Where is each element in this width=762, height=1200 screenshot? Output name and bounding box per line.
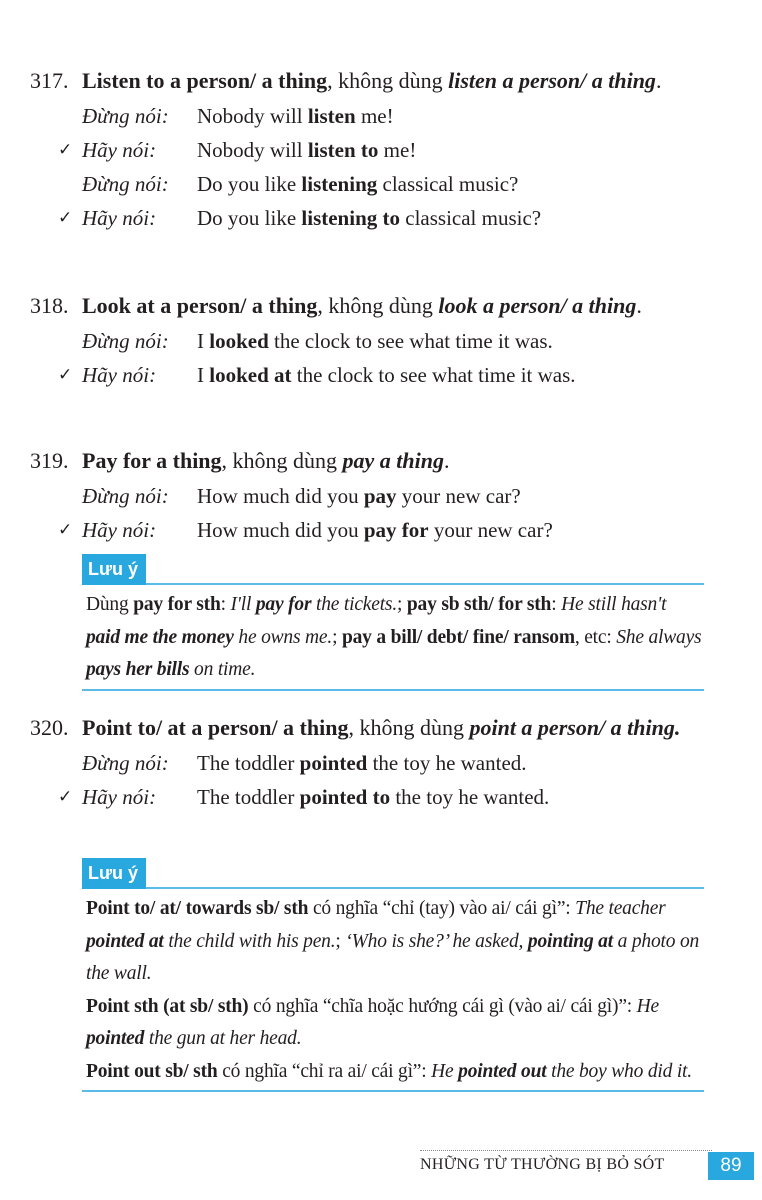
entry-heading xyxy=(0,287,762,324)
text-run: the clock to see what time it was. xyxy=(291,363,576,387)
note-divider xyxy=(146,583,704,585)
text-run: the toy he wanted. xyxy=(367,751,527,775)
text-run: me! xyxy=(378,138,417,162)
text-run: How much did you xyxy=(197,484,364,508)
example-label: Hãy nói: xyxy=(82,518,157,542)
text-run: Do you like xyxy=(197,172,302,196)
example-label: Đừng nói: xyxy=(82,484,169,508)
note-paragraph xyxy=(86,893,702,991)
checkmark-icon: ✓ xyxy=(58,520,73,540)
text-run: The teacher xyxy=(575,898,666,919)
text-run: . xyxy=(655,68,662,93)
example-sentence xyxy=(197,513,553,547)
example-sentence xyxy=(197,324,553,358)
text-run: classical music? xyxy=(377,172,519,196)
checkmark-icon: ✓ xyxy=(58,140,73,160)
entry-319 xyxy=(0,442,762,547)
example-label: Hãy nói: xyxy=(82,206,157,230)
text-run: pay a thing xyxy=(342,448,445,473)
text-run: I'll xyxy=(230,594,256,615)
example-label: Hãy nói: xyxy=(82,363,157,387)
text-run: me! xyxy=(355,104,394,128)
example-label: Đừng nói: xyxy=(82,751,169,775)
text-run: point a person/ a thing. xyxy=(469,715,681,740)
text-run: listen to xyxy=(307,138,379,162)
text-run: paid me the money xyxy=(86,626,234,648)
text-run: She always xyxy=(616,626,702,648)
example-label: Hãy nói: xyxy=(82,138,157,162)
text-run: Point to/ at a person/ a thing xyxy=(82,715,349,740)
incorrect-example xyxy=(0,167,762,201)
text-run: How much did you xyxy=(197,518,364,542)
page-footer xyxy=(418,1148,762,1182)
text-run: , không dùng xyxy=(348,715,470,740)
text-run: : xyxy=(551,594,562,615)
text-run: the gun at her head. xyxy=(144,1028,302,1049)
text-run: Point to/ at/ towards sb/ sth xyxy=(86,898,309,919)
text-run: pointed xyxy=(299,751,368,775)
text-run: he owns me. xyxy=(233,626,333,648)
entry-320 xyxy=(0,709,762,814)
text-run: on time. xyxy=(189,659,256,680)
text-run: ; xyxy=(332,626,342,648)
text-run: a photo on the wall. xyxy=(86,930,700,984)
entry-number: 319. xyxy=(30,448,69,473)
text-run: Point sth (at sb/ sth) xyxy=(86,995,249,1017)
entry-number: 318. xyxy=(30,293,69,318)
text-run: pointed to xyxy=(299,785,391,809)
footer-divider xyxy=(420,1150,712,1151)
text-run: Pay for a thing xyxy=(82,448,222,473)
text-run: ; xyxy=(397,594,407,615)
text-run: pay sb sth/ for sth xyxy=(406,594,552,615)
entry-heading xyxy=(0,709,762,746)
text-run: . xyxy=(444,448,450,473)
entry-317 xyxy=(0,62,762,235)
text-run: Listen to a person/ a thing xyxy=(82,68,328,93)
incorrect-example xyxy=(0,324,762,358)
example-sentence xyxy=(197,201,541,235)
entry-heading xyxy=(0,62,762,99)
note-paragraph xyxy=(86,589,702,687)
example-sentence xyxy=(197,99,394,133)
note-text xyxy=(82,889,704,1090)
text-run: classical music? xyxy=(400,206,542,230)
example-sentence xyxy=(197,358,576,392)
page-number: 89 xyxy=(708,1152,754,1180)
text-run: listen a person/ a thing xyxy=(448,68,656,93)
checkmark-icon: ✓ xyxy=(58,787,73,807)
text-run: pay for sth xyxy=(133,594,221,615)
text-run: Nobody will xyxy=(197,104,308,128)
text-run: pay for xyxy=(363,518,429,542)
example-sentence xyxy=(197,746,527,780)
text-run: pointed at xyxy=(86,930,164,952)
note-text xyxy=(82,585,704,689)
example-label: Đừng nói: xyxy=(82,104,169,128)
note-box xyxy=(82,553,704,691)
text-run: pointing at xyxy=(527,930,613,952)
note-bottom-rule xyxy=(82,1090,704,1092)
text-run: The toddler xyxy=(197,751,300,775)
checkmark-icon: ✓ xyxy=(58,365,73,385)
text-run: Dùng xyxy=(86,594,134,615)
text-run: your new car? xyxy=(396,484,521,508)
note-header xyxy=(82,857,704,889)
text-run: ; xyxy=(335,930,346,952)
text-run: listening to xyxy=(301,206,400,230)
correct-example xyxy=(0,358,762,392)
text-run: : xyxy=(220,594,231,615)
text-run: . xyxy=(636,293,642,318)
footer-section-title: NHỮNG TỪ THƯỜNG BỊ BỎ SÓT xyxy=(420,1156,665,1173)
text-run: có nghĩa “chỉ (tay) vào ai/ cái gì”: xyxy=(308,898,576,919)
entry-number: 320. xyxy=(30,715,69,740)
text-run: listening xyxy=(301,172,378,196)
example-sentence xyxy=(197,167,518,201)
text-run: Look at a person/ a thing xyxy=(82,293,318,318)
example-label: Hãy nói: xyxy=(82,785,157,809)
text-run: He still hasn't xyxy=(561,594,667,615)
correct-example xyxy=(0,201,762,235)
text-run: Point out sb/ sth xyxy=(86,1060,218,1082)
text-run: He xyxy=(431,1060,459,1082)
correct-example xyxy=(0,780,762,814)
example-label: Đừng nói: xyxy=(82,329,169,353)
checkmark-icon: ✓ xyxy=(58,208,73,228)
text-run: looked xyxy=(209,329,269,353)
text-run: the clock to see what time it was. xyxy=(268,329,553,353)
text-run: có nghĩa “chỉ ra ai/ cái gì”: xyxy=(217,1060,432,1082)
example-label: Đừng nói: xyxy=(82,172,169,196)
text-run: Do you like xyxy=(197,206,302,230)
text-run: The toddler xyxy=(197,785,300,809)
text-run: , etc: xyxy=(574,626,617,648)
text-run: looked at xyxy=(209,363,292,387)
text-run: , không dùng xyxy=(327,68,449,93)
text-run: look a person/ a thing xyxy=(438,293,637,318)
correct-example xyxy=(0,513,762,547)
text-run: the tickets. xyxy=(311,594,397,615)
entry-number: 317. xyxy=(30,68,69,93)
text-run: Nobody will xyxy=(197,138,308,162)
example-sentence xyxy=(197,780,549,814)
incorrect-example xyxy=(0,99,762,133)
text-run: the toy he wanted. xyxy=(390,785,550,809)
incorrect-example xyxy=(0,746,762,780)
note-tag: Lưu ý xyxy=(82,554,146,585)
note-paragraph xyxy=(86,991,702,1056)
text-run: pay for xyxy=(255,594,312,615)
example-sentence xyxy=(197,133,416,167)
entry-318 xyxy=(0,287,762,392)
text-run: pay a bill/ debt/ fine/ ransom xyxy=(341,626,575,648)
text-run: pointed xyxy=(86,1028,145,1049)
note-header xyxy=(82,553,704,585)
text-run: the boy who did it. xyxy=(546,1060,692,1082)
text-run: I xyxy=(197,363,210,387)
incorrect-example xyxy=(0,479,762,513)
text-run: listen xyxy=(307,104,356,128)
text-run: có nghĩa “chĩa hoặc hướng cái gì (vào ai/ cái gì)”: xyxy=(248,995,637,1017)
entry-heading xyxy=(0,442,762,479)
text-run: the child with his pen. xyxy=(163,930,336,952)
text-run: ‘Who is she?’ he asked, xyxy=(345,930,528,952)
correct-example xyxy=(0,133,762,167)
note-box xyxy=(82,857,704,1092)
text-run: pay xyxy=(363,484,397,508)
text-run: , không dùng xyxy=(317,293,439,318)
note-tag: Lưu ý xyxy=(82,858,146,889)
text-run: He xyxy=(636,995,660,1017)
text-run: pointed out xyxy=(458,1060,547,1082)
note-divider xyxy=(146,887,704,889)
example-sentence xyxy=(197,479,521,513)
text-run: your new car? xyxy=(428,518,553,542)
text-run: , không dùng xyxy=(221,448,343,473)
note-paragraph xyxy=(86,1056,702,1089)
text-run: pays her bills xyxy=(86,659,190,680)
text-run: I xyxy=(197,329,210,353)
note-bottom-rule xyxy=(82,689,704,691)
